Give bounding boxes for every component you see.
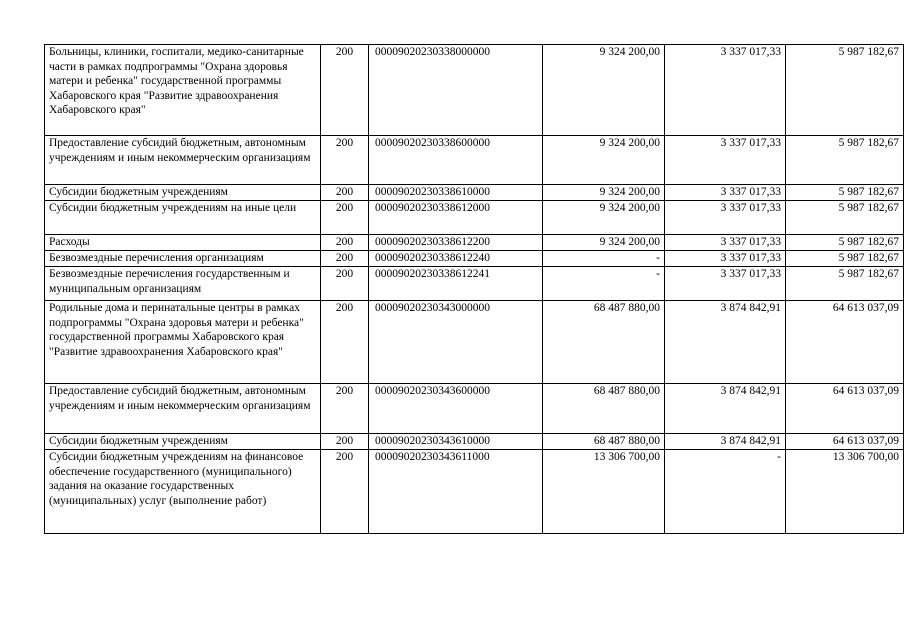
table-row [45,201,904,235]
table-row [45,450,904,534]
row-unexecuted: 5 987 182,67 [786,185,904,201]
row-name: Субсидии бюджетным учреждениям [45,185,321,201]
row-approved: 68 487 880,00 [543,434,665,450]
row-executed: 3 337 017,33 [665,185,786,201]
table-row [45,267,904,301]
row-executed: 3 337 017,33 [665,45,786,136]
row-unexecuted: 64 613 037,09 [786,384,904,434]
row-approved: - [543,251,665,267]
row-unexecuted: 5 987 182,67 [786,136,904,185]
row-approved: 9 324 200,00 [543,185,665,201]
row-executed: 3 337 017,33 [665,136,786,185]
row-kbk: 00009020230343000000 [369,301,543,384]
row-name: Предоставление субсидий бюджетным, автономным учреждениям и иным некоммерческим организациям [45,384,321,434]
row-approved: 9 324 200,00 [543,136,665,185]
row-name: Субсидии бюджетным учреждениям [45,434,321,450]
row-kbk: 00009020230343600000 [369,384,543,434]
row-approved: 9 324 200,00 [543,45,665,136]
row-name: Расходы [45,235,321,251]
row-executed: 3 874 842,91 [665,384,786,434]
table-row [45,185,904,201]
table-row [45,384,904,434]
row-approved: 9 324 200,00 [543,201,665,235]
row-executed: 3 874 842,91 [665,434,786,450]
row-code: 200 [321,267,369,301]
row-code: 200 [321,384,369,434]
row-unexecuted: 5 987 182,67 [786,267,904,301]
row-executed: 3 337 017,33 [665,235,786,251]
row-code: 200 [321,450,369,534]
row-executed: - [665,450,786,534]
row-executed: 3 337 017,33 [665,267,786,301]
row-code: 200 [321,136,369,185]
table-row [45,301,904,384]
row-name: Субсидии бюджетным учреждениям на финансовое обеспечение государственного (муниципального) задания на оказание государственных (муниципальных) услуг (выполнение работ) [45,450,321,534]
table-row [45,235,904,251]
expenditure-table [44,44,904,534]
row-approved: 9 324 200,00 [543,235,665,251]
row-executed: 3 337 017,33 [665,251,786,267]
row-unexecuted: 5 987 182,67 [786,201,904,235]
row-unexecuted: 64 613 037,09 [786,434,904,450]
row-name: Безвозмездные перечисления государственным и муниципальным организациям [45,267,321,301]
row-kbk: 00009020230343611000 [369,450,543,534]
row-kbk: 00009020230338610000 [369,185,543,201]
row-kbk: 00009020230338612241 [369,267,543,301]
row-name: Предоставление субсидий бюджетным, автономным учреждениям и иным некоммерческим организациям [45,136,321,185]
row-code: 200 [321,434,369,450]
row-name: Родильные дома и перинатальные центры в рамках подпрограммы "Охрана здоровья матери и ребенка" государственной программы Хабаровского края "Развитие здравоохранения Хабаровского края" [45,301,321,384]
row-approved: - [543,267,665,301]
row-kbk: 00009020230338000000 [369,45,543,136]
row-code: 200 [321,301,369,384]
row-kbk: 00009020230338612240 [369,251,543,267]
row-approved: 68 487 880,00 [543,301,665,384]
row-unexecuted: 5 987 182,67 [786,235,904,251]
table-row [45,45,904,136]
row-executed: 3 337 017,33 [665,201,786,235]
row-kbk: 00009020230338612000 [369,201,543,235]
row-code: 200 [321,251,369,267]
row-approved: 68 487 880,00 [543,384,665,434]
row-kbk: 00009020230338612200 [369,235,543,251]
row-name: Субсидии бюджетным учреждениям на иные цели [45,201,321,235]
row-unexecuted: 64 613 037,09 [786,301,904,384]
row-unexecuted: 5 987 182,67 [786,45,904,136]
table-row [45,434,904,450]
row-code: 200 [321,45,369,136]
row-name: Безвозмездные перечисления организациям [45,251,321,267]
row-kbk: 00009020230343610000 [369,434,543,450]
table-row [45,136,904,185]
table-row [45,251,904,267]
budget-report-sheet [44,44,904,534]
row-approved: 13 306 700,00 [543,450,665,534]
row-code: 200 [321,201,369,235]
row-code: 200 [321,185,369,201]
row-unexecuted: 5 987 182,67 [786,251,904,267]
row-executed: 3 874 842,91 [665,301,786,384]
row-kbk: 00009020230338600000 [369,136,543,185]
row-unexecuted: 13 306 700,00 [786,450,904,534]
row-name: Больницы, клиники, госпитали, медико-санитарные части в рамках подпрограммы "Охрана здоровья матери и ребенка" государственной программы Хабаровского края "Развитие здравоохранения Хабаровского края" [45,45,321,136]
row-code: 200 [321,235,369,251]
